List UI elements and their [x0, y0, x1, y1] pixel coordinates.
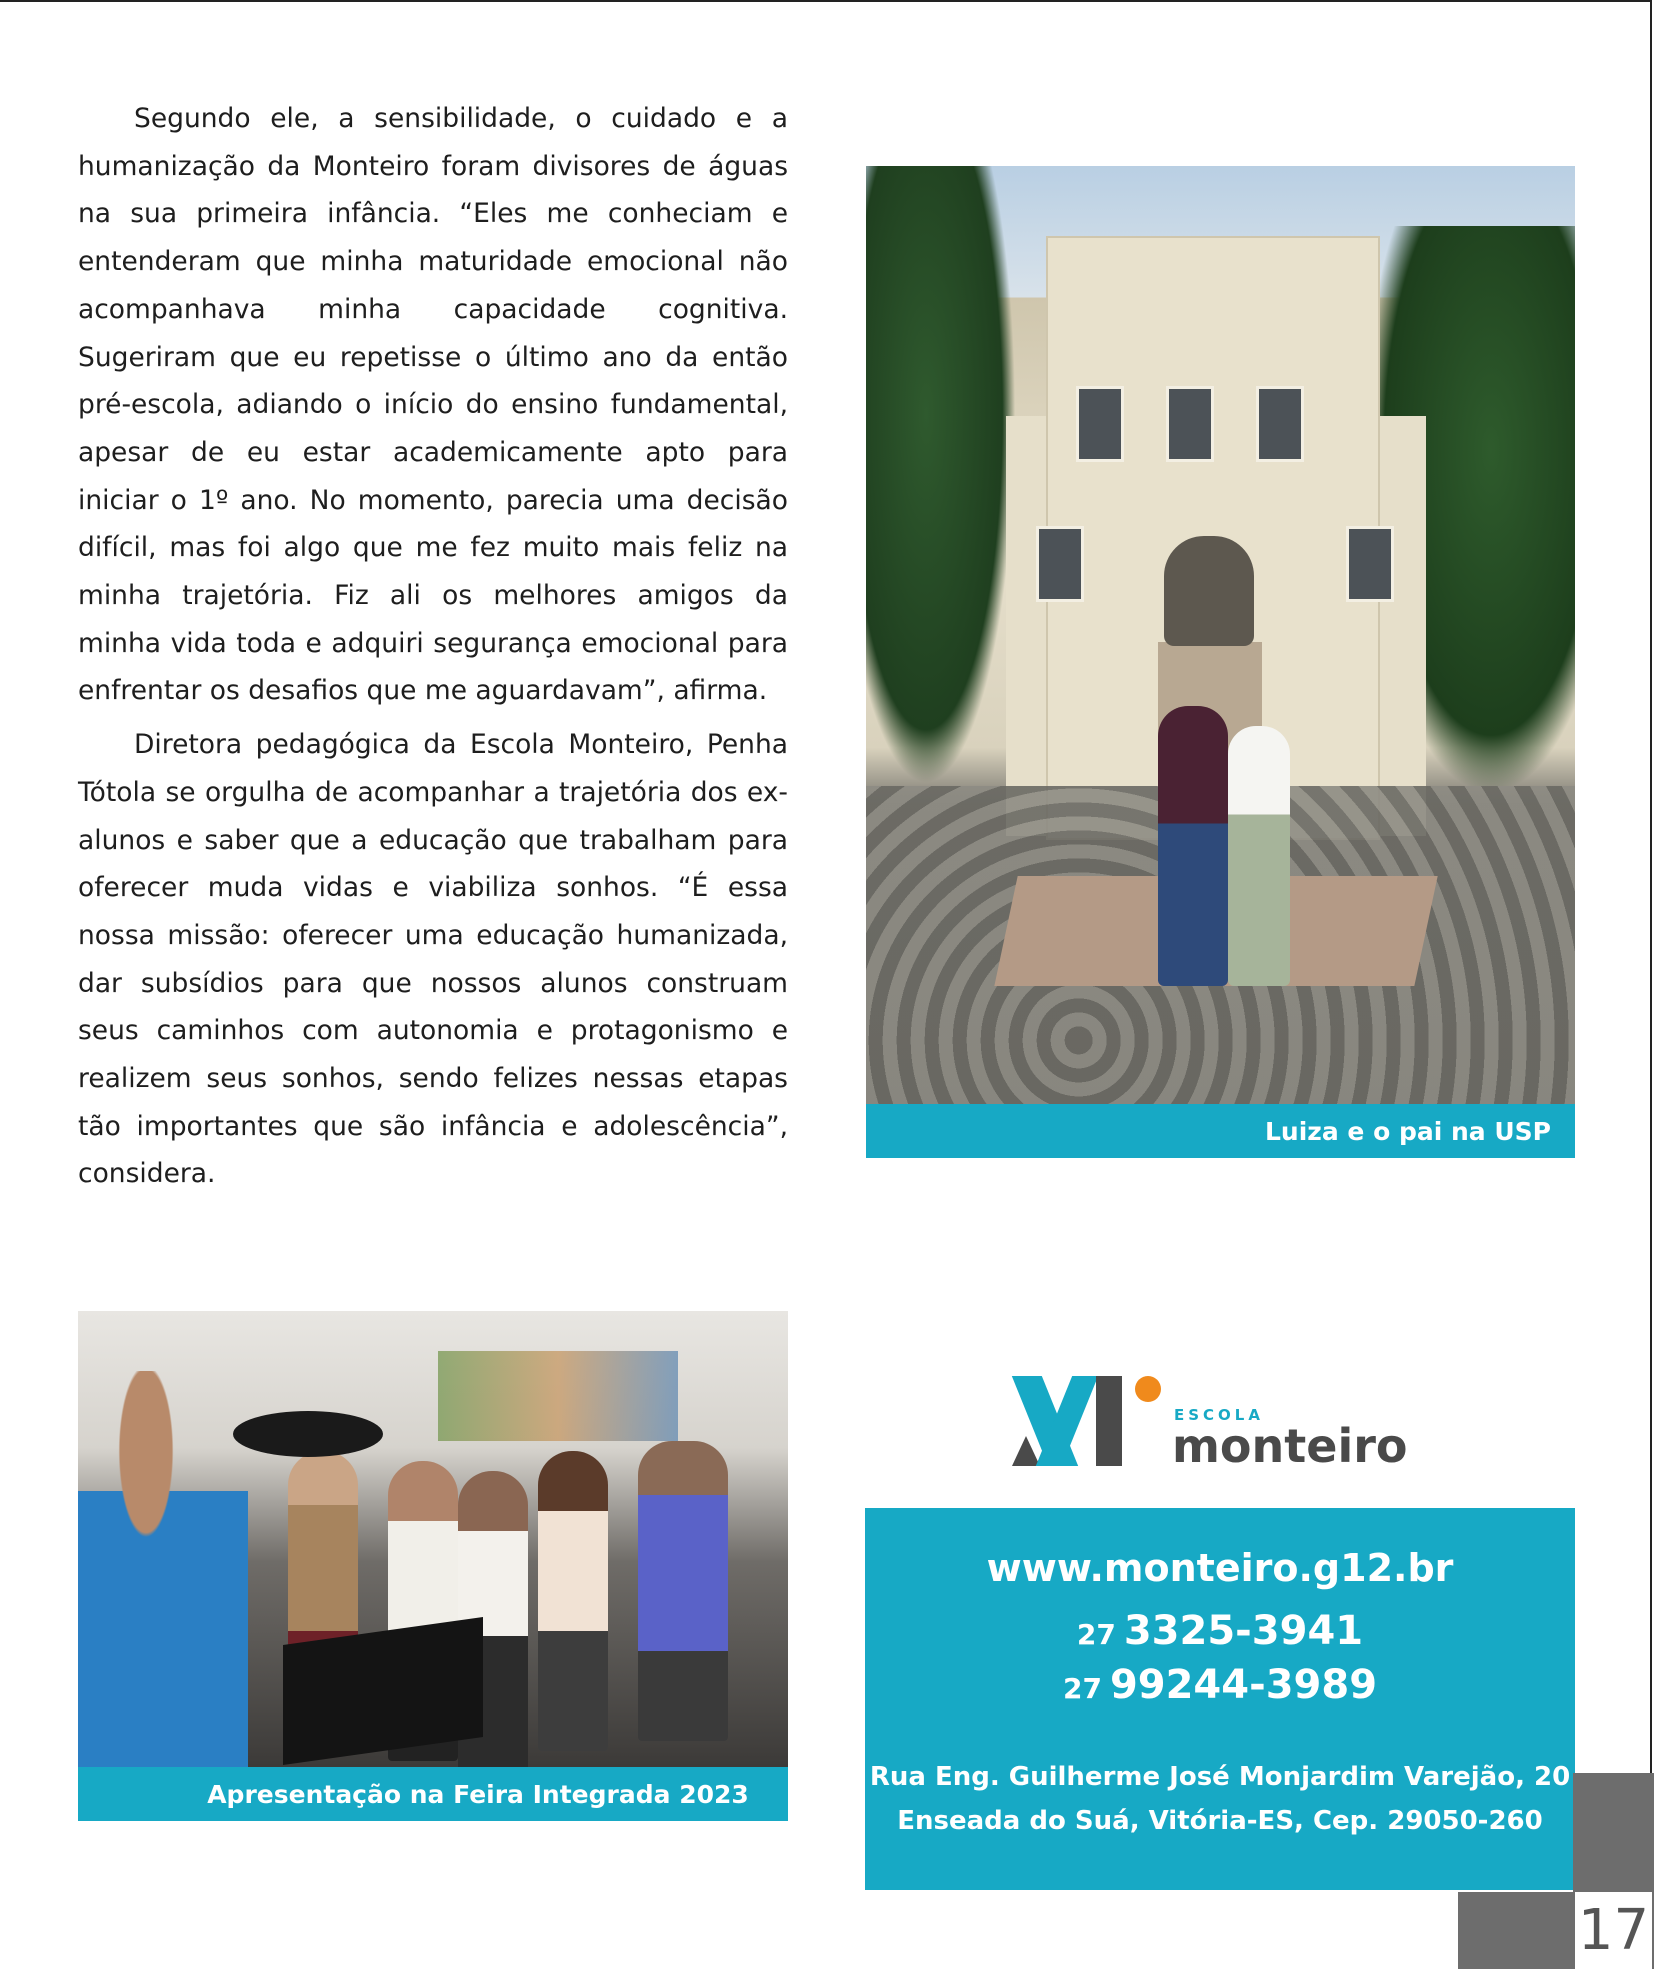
phone-2-number: 99244-3989 [1109, 1662, 1378, 1708]
article-paragraph-2: Diretora pedagógica da Escola Monteiro, Penha Tótola se orgulha de acompanhar a trajetória dos ex-alunos e saber que a educação que trabalham para oferecer muda vidas e viabiliza sonhos. “É essa nossa missão: oferecer uma educação humanizada, dar subsídios para que nossos alunos construam seus caminhos com autonomia e protagonismo e realizem seus sonhos, sendo felizes nessas etapas tão importantes que são infância e adolescência”, considera. [78, 729, 788, 1190]
photo-usp [866, 166, 1575, 1104]
contact-box [865, 1508, 1575, 1890]
photo-person-father [1158, 706, 1228, 986]
article-text [78, 95, 788, 1204]
caption-usp: Luiza e o pai na USP [866, 1104, 1575, 1158]
photo-window [1076, 386, 1124, 462]
phone-1[interactable] [865, 1608, 1575, 1654]
caption-feira: Apresentação na Feira Integrada 2023 [78, 1767, 788, 1821]
logo-monteiro-text: monteiro [1172, 1419, 1408, 1473]
phone-1-ddd: 27 [1076, 1618, 1116, 1651]
photo-window [1036, 526, 1084, 602]
article-paragraph-1: Segundo ele, a sensibilidade, o cuidado e a humanização da Monteiro foram divisores de águas na sua primeira infância. “Eles me conheciam e entenderam que minha maturidade emocional não acompanhava minha capacidade cognitiva. Sugeriram que eu repetisse o último ano da então pré-escola, adiando o início do ensino fundamental, apesar de eu estar academicamente apto para iniciar o 1º ano. No momento, parecia uma decisão difícil, mas foi algo que me fez muito mais feliz na minha trajetória. Fiz ali os melhores amigos da minha vida toda e adquiri segurança emocional para enfrentar os desafios que me aguardavam”, afirma. [78, 103, 788, 707]
photo-feira [78, 1311, 788, 1767]
photo-crowd-person [538, 1451, 608, 1751]
escola-monteiro-logo [1012, 1376, 1412, 1476]
phone-2[interactable] [865, 1662, 1575, 1708]
page-tab-decoration [1458, 1892, 1575, 1969]
website-link[interactable]: www.monteiro.g12.br [986, 1546, 1454, 1590]
photo-boy [78, 1371, 248, 1767]
logo-triangle-icon [1012, 1436, 1040, 1466]
photo-person-luiza [1228, 726, 1290, 986]
photo-window [1256, 386, 1304, 462]
photo-window [1346, 526, 1394, 602]
page-number: 17 [1575, 1892, 1652, 1969]
logo-bar-icon [1096, 1376, 1122, 1466]
logo-dot-icon [1135, 1376, 1161, 1402]
photo-crowd-person [638, 1441, 728, 1741]
phone-1-number: 3325-3941 [1123, 1608, 1364, 1654]
address-line-2: Enseada do Suá, Vitória-ES, Cep. 29050-260 [897, 1806, 1543, 1836]
photo-poster [438, 1351, 678, 1441]
photo-sombrero [233, 1411, 383, 1457]
photo-window [1166, 386, 1214, 462]
photo-bust [1164, 536, 1254, 646]
address-line-1: Rua Eng. Guilherme José Monjardim Varejão, 20 [869, 1762, 1571, 1792]
logo-escola-text: ESCOLA [1174, 1406, 1264, 1424]
phone-2-ddd: 27 [1062, 1672, 1102, 1705]
photo-tree-left [866, 166, 1016, 786]
